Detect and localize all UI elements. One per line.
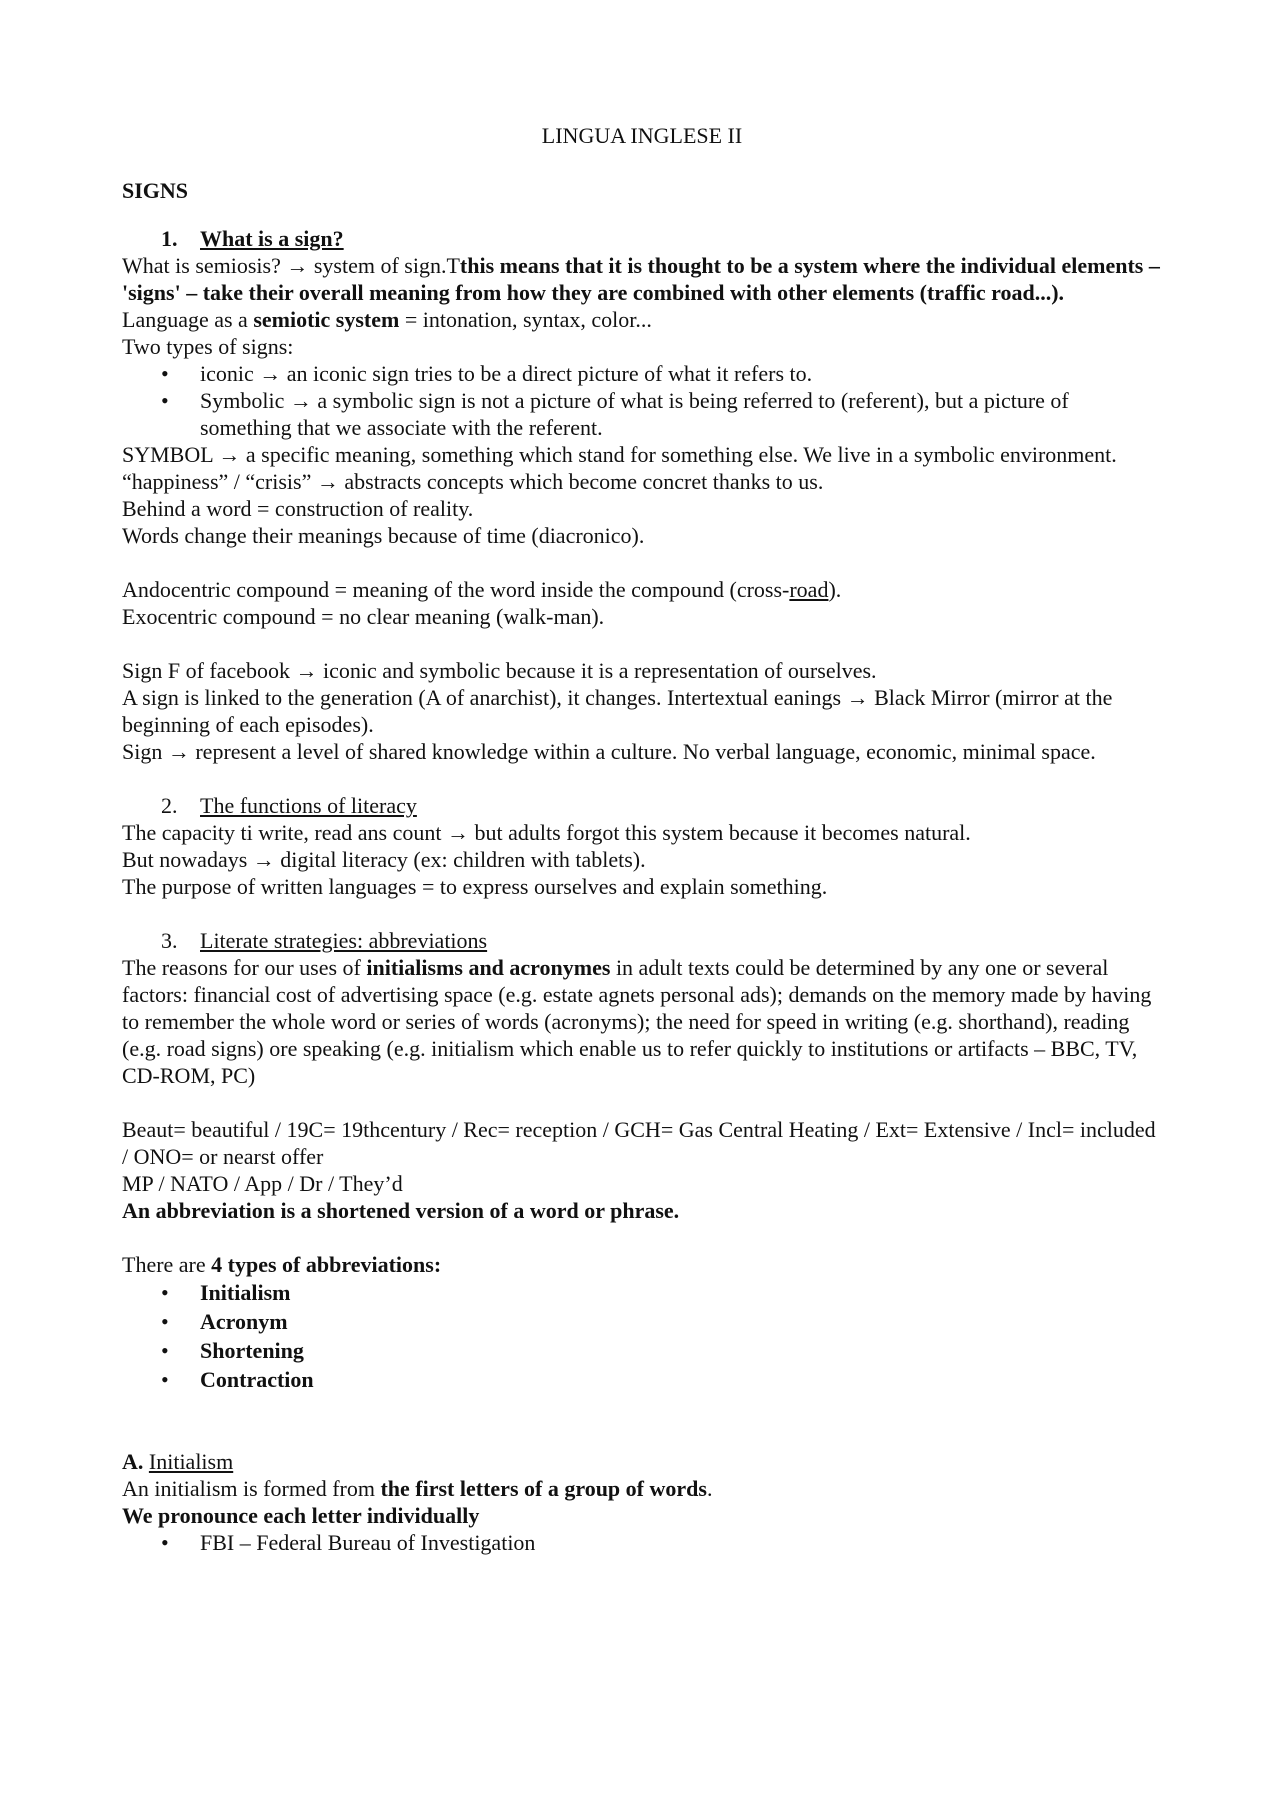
bullet-icon: • xyxy=(161,388,169,413)
abbreviation-types-list xyxy=(122,1278,1162,1394)
paragraph-four-types xyxy=(122,1251,1162,1278)
text-run-underlined: road xyxy=(789,577,829,602)
list-item-text: Contraction xyxy=(200,1367,314,1392)
paragraph-digital-literacy: But nowadays → digital literacy (ex: children with tablets). xyxy=(122,847,646,872)
text-run-bold: the first letters of a group of words xyxy=(380,1476,707,1501)
paragraph-reasons xyxy=(122,954,1162,1089)
text-run: There are xyxy=(122,1252,212,1277)
heading-text: What is a sign? xyxy=(200,226,344,251)
paragraph-purpose: The purpose of written languages = to express ourselves and explain something. xyxy=(122,874,828,899)
paragraph-behind-a-word: Behind a word = construction of reality. xyxy=(122,496,474,521)
text-run: . xyxy=(706,1476,713,1501)
text-run: ). xyxy=(828,577,842,602)
paragraph-words-change: Words change their meanings because of time (diacronico). xyxy=(122,523,645,548)
section-heading-signs: SIGNS xyxy=(122,178,189,203)
text-run-bold: this means that it is thought to be a system where the individual elements – 'signs' – take their overall meaning from how they are combined with other elements (traffic road...). xyxy=(122,253,1160,305)
bullet-icon: • xyxy=(161,1530,169,1555)
document-title: LINGUA INGLESE II xyxy=(541,123,743,148)
paragraph-initialism-definition xyxy=(122,1475,1162,1502)
spacer xyxy=(122,549,1162,576)
list-item-text: Symbolic → a symbolic sign is not a picture of what is being referred to (referent), but a picture of something that we associate with the referent. xyxy=(200,388,1069,440)
spacer xyxy=(122,900,1162,927)
text-run: An initialism is formed from xyxy=(122,1476,381,1501)
spacer xyxy=(122,204,1162,225)
bullet-icon: • xyxy=(161,1338,169,1363)
paragraph-two-types: Two types of signs: xyxy=(122,334,294,359)
list-item-text: Acronym xyxy=(200,1309,288,1334)
paragraph-shared-knowledge: Sign → represent a level of shared knowledge within a culture. No verbal language, economic, minimal space. xyxy=(122,739,1096,764)
list-item xyxy=(122,360,1162,387)
spacer xyxy=(122,1394,1162,1448)
paragraph-happiness: “happiness” / “crisis” → abstracts concepts which become concret thanks to us. xyxy=(122,469,824,494)
text-run-bold: initialisms and acronymes xyxy=(366,955,611,980)
list-item xyxy=(122,1278,1162,1307)
heading-what-is-a-sign xyxy=(122,225,1162,252)
paragraph-semiosis xyxy=(122,252,1162,306)
text-run: What is semiosis? → system of sign.T xyxy=(122,253,460,278)
text-run: The reasons for our uses of xyxy=(122,955,367,980)
paragraph-mp-nato: MP / NATO / App / Dr / They’d xyxy=(122,1171,403,1196)
heading-literate-strategies xyxy=(122,927,1162,954)
list-item-text: Initialism xyxy=(200,1280,291,1305)
paragraph-pronounce: We pronounce each letter individually xyxy=(122,1503,480,1528)
paragraph-symbol: SYMBOL → a specific meaning, something which stand for something else. We live in a symbolic environment. xyxy=(122,442,1117,467)
paragraph-generation: A sign is linked to the generation (A of anarchist), it changes. Intertextual eanings → Black Mirror (mirror at the beginning of each episodes). xyxy=(122,685,1113,737)
paragraph-andocentric xyxy=(122,576,1162,603)
paragraph-capacity: The capacity ti write, read ans count → but adults forgot this system because it becomes natural. xyxy=(122,820,971,845)
heading-number: 2. xyxy=(161,793,178,818)
paragraph-abbreviation-definition: An abbreviation is a shortened version of a word or phrase. xyxy=(122,1198,680,1223)
list-item xyxy=(122,1365,1162,1394)
list-item-text: Shortening xyxy=(200,1338,304,1363)
text-run-bold: 4 types of abbreviations: xyxy=(211,1252,442,1277)
list-item-text: iconic → an iconic sign tries to be a direct picture of what it refers to. xyxy=(200,361,813,386)
text-run: = intonation, syntax, color... xyxy=(399,307,652,332)
heading-number: 1. xyxy=(161,226,178,251)
list-item-text: FBI – Federal Bureau of Investigation xyxy=(200,1530,536,1555)
heading-text: The functions of literacy xyxy=(200,793,417,818)
initialism-examples-list xyxy=(122,1529,1162,1556)
sign-types-list xyxy=(122,360,1162,441)
spacer xyxy=(122,1089,1162,1116)
paragraph-semiotic-system xyxy=(122,306,1162,333)
heading-text: Initialism xyxy=(148,1449,234,1474)
heading-initialism xyxy=(122,1448,1162,1475)
text-run: Andocentric compound = meaning of the word inside the compound (cross- xyxy=(122,577,790,602)
paragraph-abbreviation-examples: Beaut= beautiful / 19C= 19thcentury / Rec= reception / GCH= Gas Central Heating / Ext= Extensive / Incl= included / ONO= or nearst offer xyxy=(122,1117,1156,1169)
list-item xyxy=(122,387,1162,441)
paragraph-sign-f: Sign F of facebook → iconic and symbolic because it is a representation of ourselves. xyxy=(122,658,877,683)
paragraph-exocentric: Exocentric compound = no clear meaning (walk-man). xyxy=(122,604,605,629)
heading-letter: A. xyxy=(122,1449,144,1474)
bullet-icon: • xyxy=(161,1309,169,1334)
list-item xyxy=(122,1336,1162,1365)
heading-number: 3. xyxy=(161,928,178,953)
list-item xyxy=(122,1529,1162,1556)
heading-functions-of-literacy xyxy=(122,792,1162,819)
bullet-icon: • xyxy=(161,1367,169,1392)
heading-text: Literate strategies: abbreviations xyxy=(200,928,488,953)
bullet-icon: • xyxy=(161,361,169,386)
spacer xyxy=(122,630,1162,657)
text-run-bold: semiotic system xyxy=(253,307,400,332)
text-run: in adult texts could be determined by any one or several factors: financial cost of advertising space (e.g. estate agnets personal ads); demands on the memory made by having to remember the whole word or series of words (acronyms); the need for speed in writing (e.g. shorthand), reading (e.g. road signs) ore speaking (e.g. initialism which enable us to refer quickly to institutions or artifacts – BBC, TV, CD-ROM, PC) xyxy=(122,955,1152,1088)
bullet-icon: • xyxy=(161,1280,169,1305)
document-page xyxy=(122,122,1162,1556)
spacer xyxy=(122,765,1162,792)
text-run: Language as a xyxy=(122,307,254,332)
list-item xyxy=(122,1307,1162,1336)
spacer xyxy=(122,1224,1162,1251)
